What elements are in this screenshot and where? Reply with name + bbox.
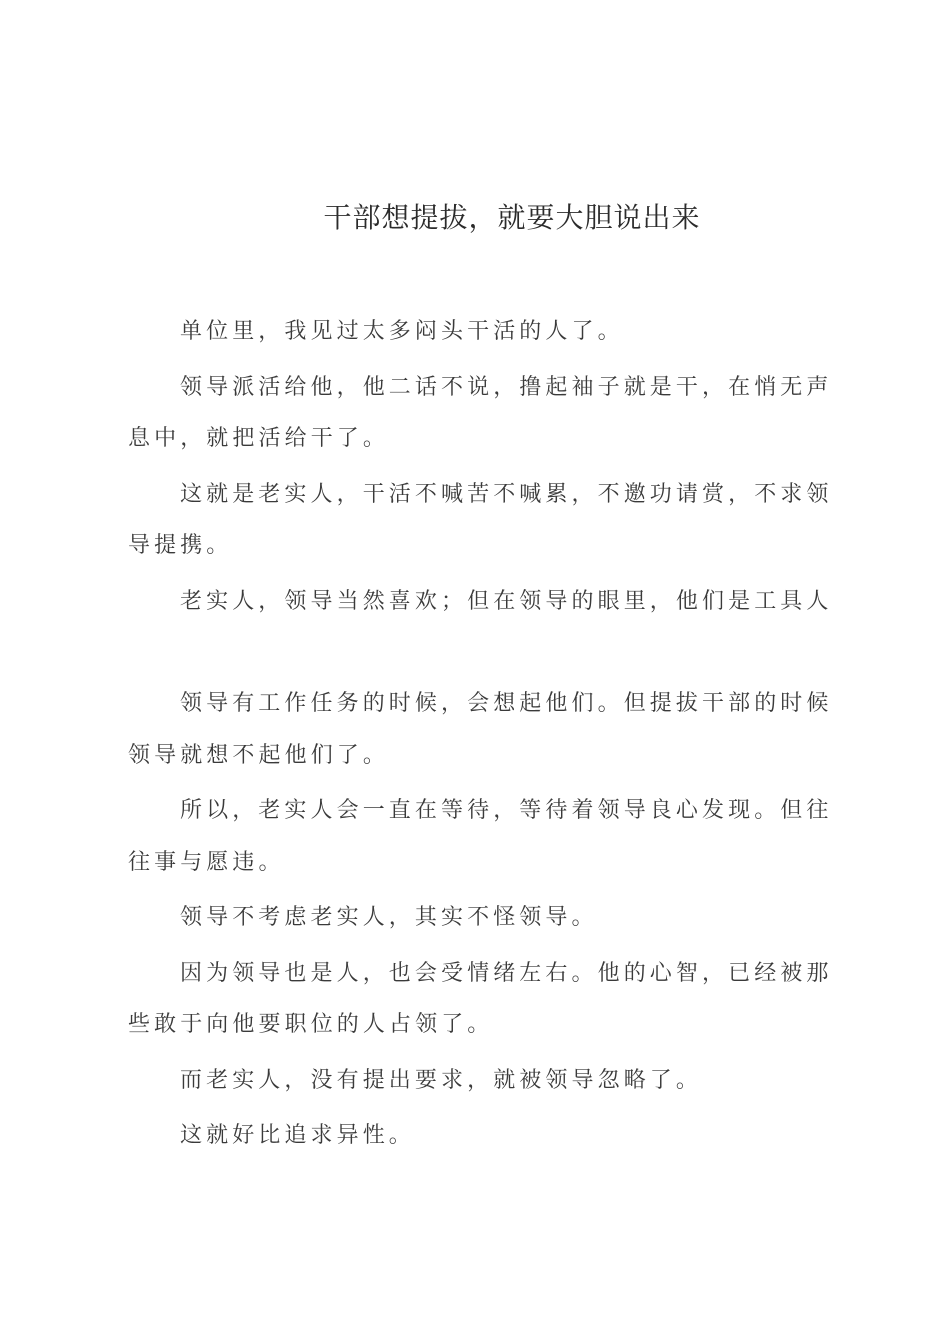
paragraph: 单位里，我见过太多闷头干活的人了。 bbox=[180, 319, 624, 344]
paragraph: 所以，老实人会一直在等待，等待着领导良心发现。但往往事与愿违。 bbox=[128, 798, 833, 875]
paragraph: 而老实人，没有提出要求，就被领导忽略了。 bbox=[180, 1067, 703, 1093]
paragraph: 老实人，领导当然喜欢；但在领导的眼里，他们是工具人 bbox=[180, 588, 833, 614]
paragraph: 领导不考虑老实人，其实不怪领导。 bbox=[180, 905, 598, 930]
document-body bbox=[128, 306, 838, 1162]
document-title: 干部想提拔，就要大胆说出来 bbox=[323, 201, 701, 234]
paragraph: 因为领导也是人，也会受情绪左右。他的心智，已经被那些敢于向他要职位的人占领了。 bbox=[128, 960, 833, 1037]
paragraph: 这就是老实人，干活不喊苦不喊累，不邀功请赏，不求领导提携。 bbox=[128, 481, 833, 558]
paragraph: 领导有工作任务的时候，会想起他们。但提拔干部的时候领导就想不起他们了。 bbox=[128, 691, 833, 768]
paragraph: 这就好比追求异性。 bbox=[180, 1123, 415, 1148]
paragraph: 领导派活给他，他二话不说，撸起袖子就是干，在悄无声息中，就把活给干了。 bbox=[128, 374, 833, 451]
